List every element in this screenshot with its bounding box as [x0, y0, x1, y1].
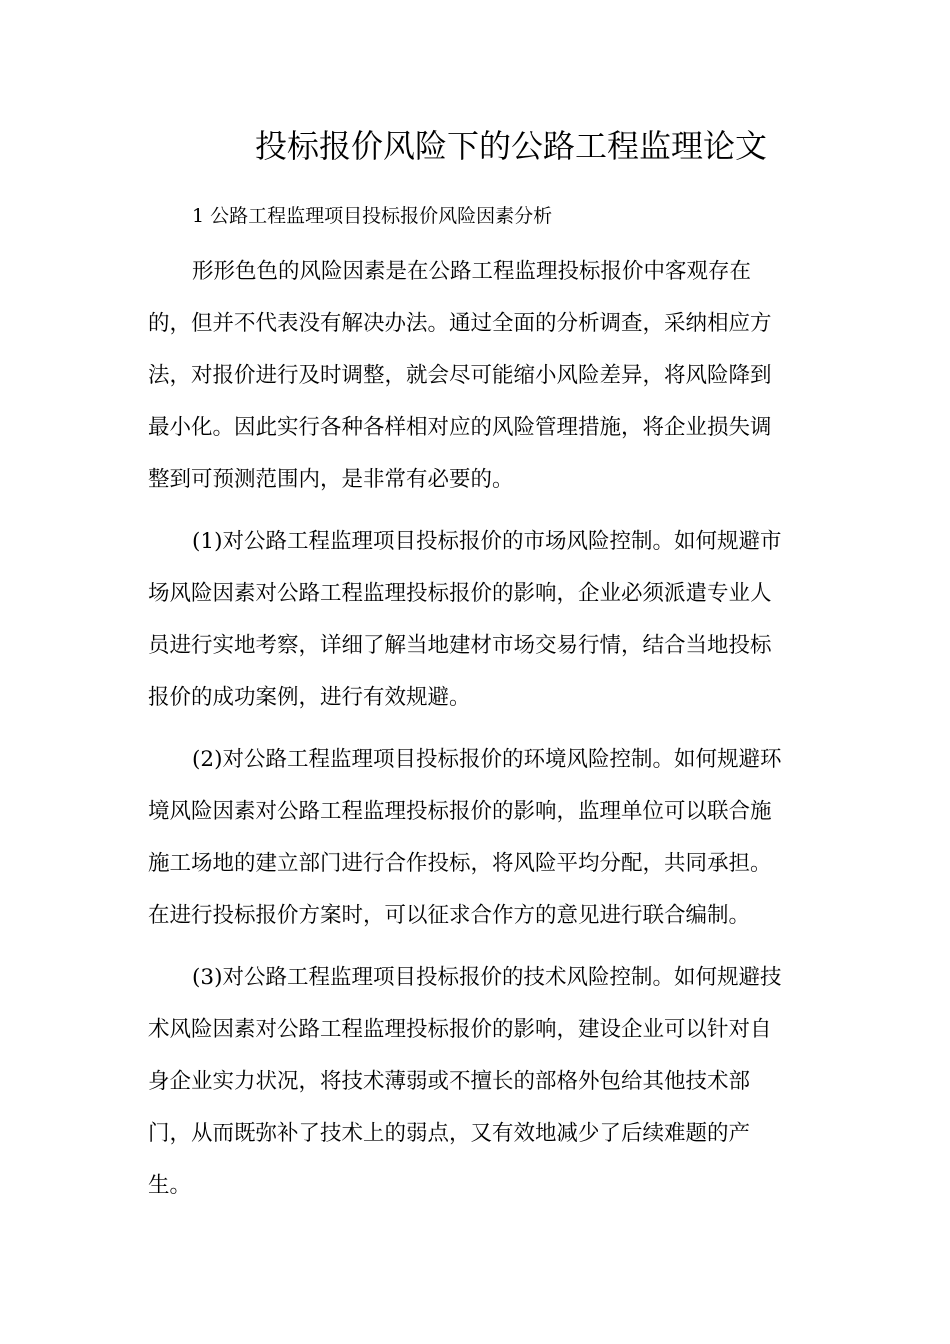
- paragraph-intro: [148, 236, 800, 506]
- paragraph-line: 在进行投标报价方案时，可以征求合作方的意见进行联合编制。: [148, 903, 751, 928]
- paragraph-line: 身企业实力状况，将技术薄弱或不擅长的部格外包给其他技术部: [148, 1069, 751, 1094]
- paragraph-line: 报价的成功案例，进行有效规避。: [148, 685, 471, 710]
- paragraph-line: 门，从而既弥补了技术上的弱点，又有效地减少了后续难题的产: [148, 1121, 751, 1146]
- paragraph-market-risk: [148, 506, 800, 724]
- paragraph-line: (3)对公路工程监理项目投标报价的技术风险控制。如何规避技: [192, 965, 782, 990]
- paragraph-line: 施工场地的建立部门进行合作投标，将风险平均分配，共同承担。: [148, 851, 772, 876]
- paragraph-line: 法，对报价进行及时调整，就会尽可能缩小风险差异，将风险降到: [148, 363, 772, 388]
- paragraph-technical-risk: [148, 942, 800, 1212]
- paragraph-line: 员进行实地考察，详细了解当地建材市场交易行情，结合当地投标: [148, 633, 772, 658]
- paragraph-environment-risk: [148, 724, 800, 942]
- paragraph-line: (1)对公路工程监理项目投标报价的市场风险控制。如何规避市: [192, 529, 782, 554]
- paragraph-line: (2)对公路工程监理项目投标报价的环境风险控制。如何规避环: [192, 747, 782, 772]
- paragraph-line: 场风险因素对公路工程监理投标报价的影响，企业必须派遣专业人: [148, 581, 772, 606]
- section-heading: 1 公路工程监理项目投标报价风险因素分析: [192, 205, 553, 227]
- document-title: 投标报价风险下的公路工程监理论文: [254, 127, 767, 165]
- document-body: [148, 196, 800, 1212]
- paragraph-line: 形形色色的风险因素是在公路工程监理投标报价中客观存在: [192, 259, 752, 284]
- paragraph-line: 最小化。因此实行各种各样相对应的风险管理措施，将企业损失调: [148, 415, 772, 440]
- paragraph-line: 生。: [148, 1173, 192, 1198]
- paragraph-line: 整到可预测范围内，是非常有必要的。: [148, 467, 514, 492]
- paragraph-line: 术风险因素对公路工程监理投标报价的影响，建设企业可以针对自: [148, 1017, 772, 1042]
- paragraph-line: 的，但并不代表没有解决办法。通过全面的分析调查，采纳相应方: [148, 311, 772, 336]
- paragraph-line: 境风险因素对公路工程监理投标报价的影响，监理单位可以联合施: [148, 799, 772, 824]
